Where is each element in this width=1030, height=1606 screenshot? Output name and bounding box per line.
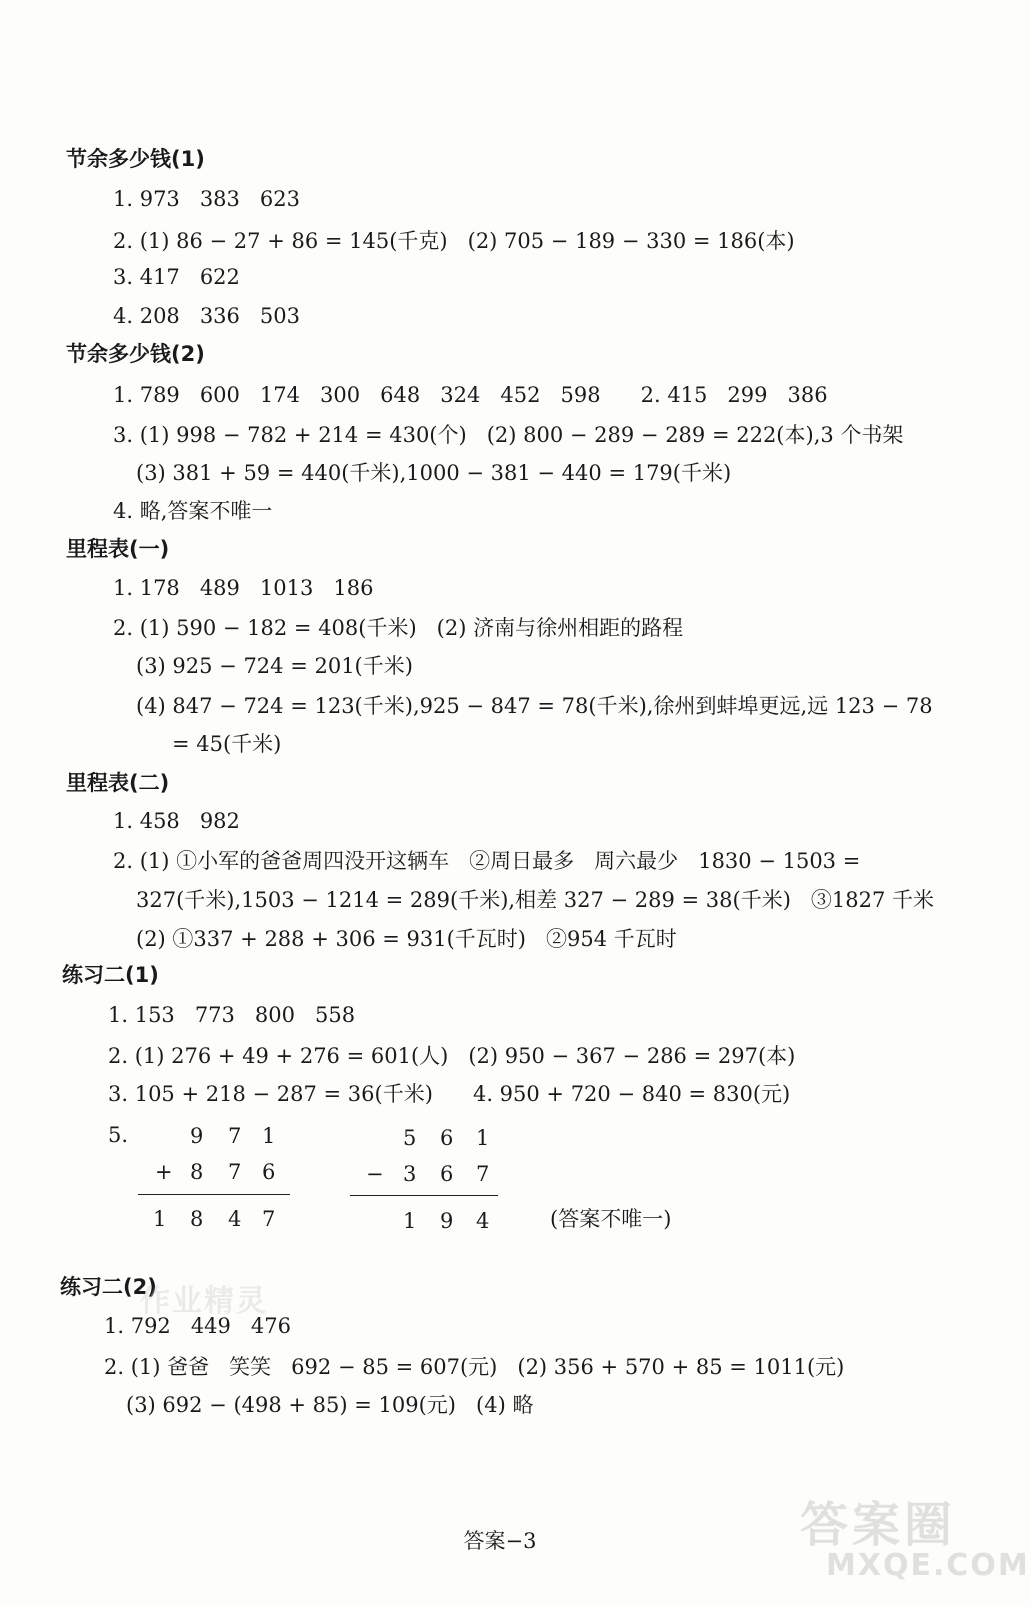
digit: 5 bbox=[403, 1126, 417, 1150]
digit: 7 bbox=[228, 1160, 242, 1184]
answer-line: 3. 105 + 218 − 287 = 36(千米) 4. 950 + 720 − 840 = 830(元) bbox=[108, 1082, 791, 1106]
section-title-4: 里程表(二) bbox=[66, 771, 170, 795]
stamp-watermark: 作业精灵 bbox=[140, 1284, 268, 1319]
answer-line: (4) 847 − 724 = 123(千米),925 − 847 = 78(千米),徐州到蚌埠更远,远 123 − 78 bbox=[136, 694, 933, 718]
answer-line: 3. 417 622 bbox=[113, 265, 240, 289]
sum-rule bbox=[138, 1194, 290, 1195]
section-title-5: 练习二(1) bbox=[62, 963, 159, 987]
digit: 4 bbox=[476, 1209, 490, 1233]
digit: 7 bbox=[262, 1207, 276, 1231]
minus-sign: − bbox=[366, 1162, 384, 1186]
answer-line: 4. 略,答案不唯一 bbox=[113, 499, 273, 523]
digit: 8 bbox=[190, 1207, 204, 1231]
answer-line: 1. 973 383 623 bbox=[113, 187, 301, 211]
answer-line: 2. (1) 276 + 49 + 276 = 601(人) (2) 950 − 367 − 286 = 297(本) bbox=[108, 1044, 796, 1068]
digit: 1 bbox=[403, 1209, 417, 1233]
digit: 1 bbox=[262, 1124, 276, 1148]
answer-line: 2. (1) ①小军的爸爸周四没开这辆车 ②周日最多 周六最少 1830 − 1503 = bbox=[113, 849, 861, 873]
answer-line: 1. 178 489 1013 186 bbox=[113, 576, 374, 600]
digit: 6 bbox=[262, 1160, 276, 1184]
digit: 9 bbox=[440, 1209, 454, 1233]
answer-line: = 45(千米) bbox=[172, 732, 282, 756]
section-title-2: 节余多少钱(2) bbox=[66, 342, 205, 366]
answer-line: (3) 381 + 59 = 440(千米),1000 − 381 − 440 = 179(千米) bbox=[136, 461, 732, 485]
answer-line: (3) 925 − 724 = 201(千米) bbox=[136, 654, 413, 678]
plus-sign: + bbox=[155, 1160, 173, 1184]
note: (答案不唯一) bbox=[550, 1207, 672, 1231]
digit: 1 bbox=[153, 1207, 167, 1231]
digit: 7 bbox=[476, 1162, 490, 1186]
digit: 9 bbox=[190, 1124, 204, 1148]
digit: 4 bbox=[228, 1207, 242, 1231]
answer-line: (2) ①337 + 288 + 306 = 931(千瓦时) ②954 千瓦时 bbox=[136, 927, 677, 951]
answer-line: 1. 789 600 174 300 648 324 452 598 2. 415 299 386 bbox=[113, 383, 828, 407]
answer-line: 2. (1) 86 − 27 + 86 = 145(千克) (2) 705 − 189 − 330 = 186(本) bbox=[113, 229, 795, 253]
watermark-url: MXQE.COM bbox=[826, 1548, 1030, 1583]
answer-line: 1. 458 982 bbox=[113, 809, 240, 833]
answer-line: 2. (1) 爸爸 笑笑 692 − 85 = 607(元) (2) 356 + 570 + 85 = 1011(元) bbox=[104, 1355, 845, 1379]
section-title-6: 练习二(2) bbox=[60, 1275, 157, 1299]
difference-rule bbox=[350, 1195, 498, 1196]
answer-line: (3) 692 − (498 + 85) = 109(元) (4) 略 bbox=[126, 1393, 534, 1417]
answer-line: 2. (1) 590 − 182 = 408(千米) (2) 济南与徐州相距的路程 bbox=[113, 616, 684, 640]
answer-line: 4. 208 336 503 bbox=[113, 304, 301, 328]
answer-line: 3. (1) 998 − 782 + 214 = 430(个) (2) 800 − 289 − 289 = 222(本),3 个书架 bbox=[113, 423, 904, 447]
page-number: 答案−3 bbox=[463, 1529, 537, 1553]
answer-line: 327(千米),1503 − 1214 = 289(千米),相差 327 − 289 = 38(千米) ③1827 千米 bbox=[136, 888, 935, 912]
digit: 7 bbox=[228, 1124, 242, 1148]
section-title-1: 节余多少钱(1) bbox=[66, 147, 205, 171]
answer-line: 1. 792 449 476 bbox=[104, 1314, 292, 1338]
answer-line: 1. 153 773 800 558 bbox=[108, 1003, 356, 1027]
digit: 6 bbox=[440, 1126, 454, 1150]
watermark-logo: 答案圈 bbox=[800, 1497, 957, 1553]
digit: 1 bbox=[476, 1126, 490, 1150]
digit: 6 bbox=[440, 1162, 454, 1186]
digit: 3 bbox=[403, 1162, 417, 1186]
digit: 8 bbox=[190, 1160, 204, 1184]
section-title-3: 里程表(一) bbox=[66, 537, 170, 561]
question-number: 5. bbox=[108, 1123, 129, 1147]
